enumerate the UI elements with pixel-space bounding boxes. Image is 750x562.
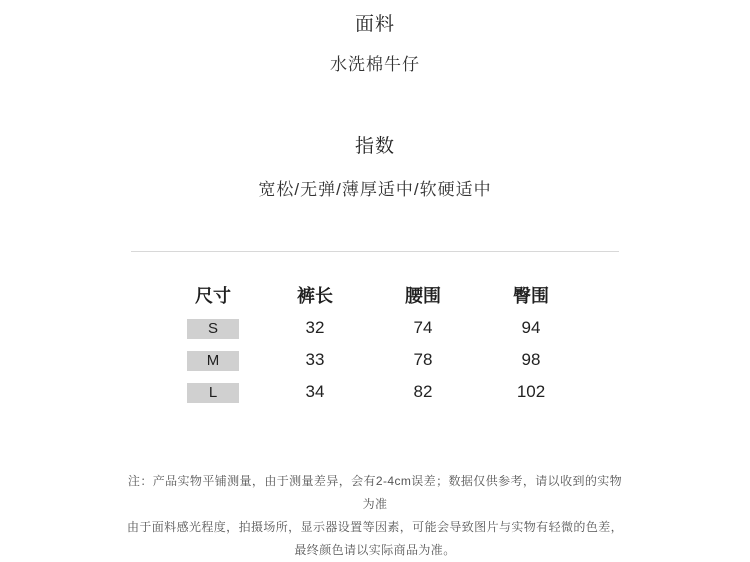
cell-waist: 82: [413, 382, 433, 401]
header-length: 裤长: [297, 286, 333, 306]
cell-length: 32: [305, 318, 325, 337]
fabric-value: 水洗棉牛仔: [330, 55, 420, 74]
header-size: 尺寸: [195, 286, 231, 306]
note-line-1: 注：产品实物平铺测量，由于测量差异，会有2-4cm误差；数据仅供参考，请以收到的实物为准: [127, 474, 623, 511]
size-table: [165, 278, 585, 408]
note-line-2: 由于面料感光程度，拍摄场所，显示器设置等因素，可能会导致图片与实物有轻微的色差，: [126, 520, 623, 534]
note-line-3: 最终颜色请以实际商品为准。: [294, 543, 456, 557]
size-chip: L: [187, 383, 239, 403]
header-waist: 腰围: [405, 286, 441, 306]
table-row: [165, 376, 585, 408]
index-section: [0, 80, 750, 205]
cell-waist: 74: [413, 318, 433, 337]
cell-hip: 102: [516, 382, 546, 401]
table-header-row: [165, 278, 585, 312]
cell-waist: 78: [413, 350, 433, 369]
index-title: 指数: [354, 136, 395, 157]
size-table-header: [165, 278, 585, 312]
table-row: [165, 312, 585, 344]
fabric-section: [0, 0, 750, 80]
cell-hip: 94: [521, 318, 541, 337]
size-chip: S: [187, 319, 239, 339]
table-row: [165, 344, 585, 376]
section-divider: [131, 251, 619, 252]
cell-length: 33: [305, 350, 325, 369]
cell-length: 34: [305, 382, 325, 401]
header-hip: 臀围: [513, 286, 549, 306]
cell-size: [165, 312, 261, 344]
cell-size: [165, 376, 261, 408]
index-value: 宽松/无弹/薄厚适中/软硬适中: [258, 180, 492, 199]
notes-section: [125, 470, 625, 562]
fabric-title: 面料: [354, 14, 395, 35]
cell-hip: 98: [521, 350, 541, 369]
size-table-body: [165, 312, 585, 408]
size-chip: M: [187, 351, 239, 371]
cell-size: [165, 344, 261, 376]
